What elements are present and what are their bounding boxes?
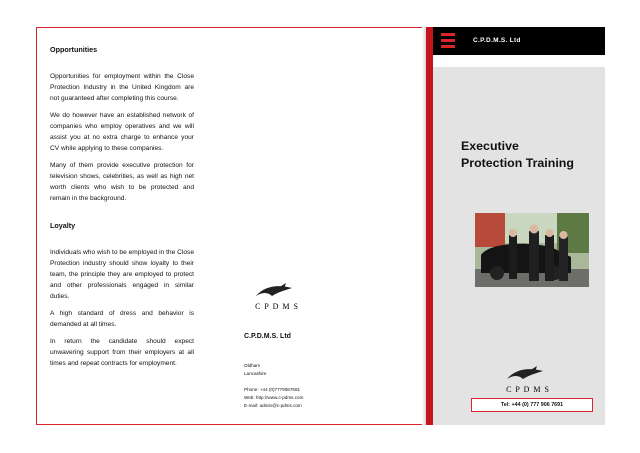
paragraph-2: We do however have an established network of companies who employ operatives and we will assist you at no extra charge to enhance your CV while applying to these companies. [50,112,194,152]
white-band [433,55,605,67]
left-column [50,44,194,375]
logo-text-cover: C P D M S [506,385,550,394]
menu-icon [441,33,455,49]
email-link[interactable]: E-mail: admin@c-pdms.com [244,403,302,408]
bodyguards-photo [475,213,589,287]
paragraph-6: In return the candidate should expect unwavering support from their employers at all times and repeat contracts for employment. [50,338,194,367]
paragraph-4: Individuals who wish to be employed in the Close Protection industry should show loyalty to their team, the principle they are employed to protect and other professionals engaged in similar duties. [50,249,194,300]
address [244,362,394,378]
phone-text: Phone: +44 (0)7779067691 [244,387,301,392]
cover-topbar [433,27,605,55]
cover-panel [433,27,605,425]
heading-opportunities: Opportunities [50,45,98,54]
headline-line-2: Protection Training [461,156,574,170]
logo-text: C P D M S [255,302,299,311]
address-line-1: Oldham [244,363,261,368]
heading-loyalty: Loyalty [50,221,76,230]
photo-illustration [475,213,589,287]
cpdms-logo-cover [499,365,557,395]
headline-line-1: Executive [461,139,519,153]
paragraph-3: Many of them provide executive protection for television shows, celebrities, as well as high net worth clients who wish to be protected and remain in the background. [50,162,194,202]
paragraph-1: Opportunities for employment within the Close Protection Industry in the United Kingdom are not guaranteed after completing this course. [50,73,194,102]
cover-headline [461,138,601,172]
contact-details [244,386,394,410]
company-name: C.P.D.M.S. Ltd [244,333,291,340]
web-link[interactable]: Web: http://www.c-pdms.com [244,395,304,400]
paragraph-5: A high standard of dress and behavior is demanded at all times. [50,310,194,328]
address-line-2: Lancashire [244,371,267,376]
telephone-box: Tel: +44 (0) 777 906 7691 [471,398,593,412]
cpdms-logo [248,282,306,312]
topbar-title: C.P.D.M.S. Ltd [473,37,521,44]
middle-column [244,282,394,410]
red-divider [426,27,433,425]
